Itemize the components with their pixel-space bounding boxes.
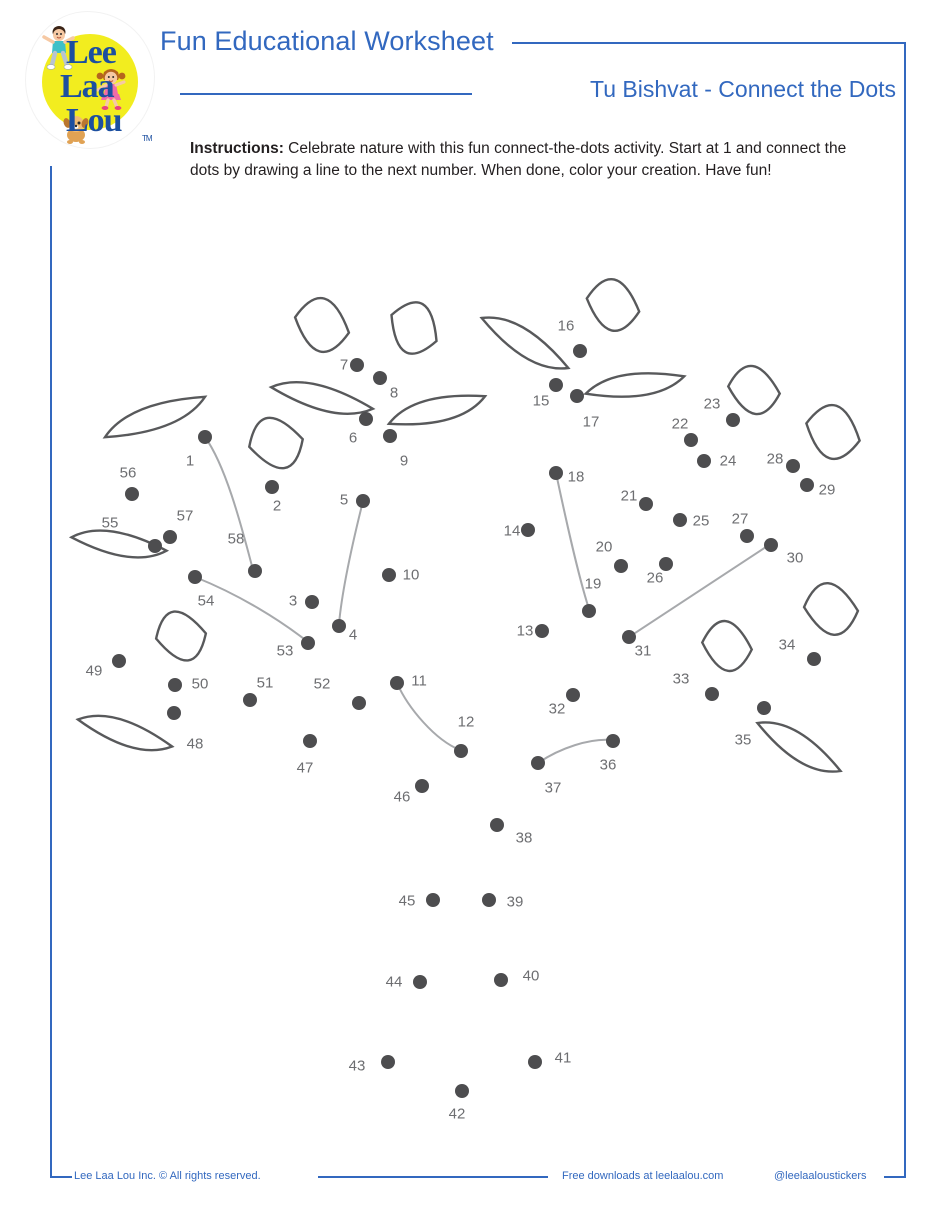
puzzle-dot[interactable] <box>573 344 587 358</box>
guide-stroke <box>629 545 769 637</box>
leaf-outline <box>246 413 307 472</box>
puzzle-dot[interactable] <box>415 779 429 793</box>
puzzle-dot[interactable] <box>382 568 396 582</box>
page-subtitle: Tu Bishvat - Connect the Dots <box>590 76 896 102</box>
guide-stroke <box>397 683 460 750</box>
puzzle-dot-number: 22 <box>671 415 689 433</box>
puzzle-dot-number: 16 <box>557 317 575 335</box>
puzzle-dot[interactable] <box>531 756 545 770</box>
puzzle-dot[interactable] <box>740 529 754 543</box>
leaf-outline <box>802 582 859 637</box>
puzzle-dot[interactable] <box>726 413 740 427</box>
puzzle-dot[interactable] <box>455 1084 469 1098</box>
puzzle-dot[interactable] <box>356 494 370 508</box>
puzzle-dot-number: 56 <box>119 464 137 482</box>
instructions-body: Celebrate nature with this fun connect-the-dots activity. Start at 1 and connect the dots by drawing a line to the next number. When done, color your creation. Have fun! <box>190 140 847 179</box>
puzzle-dot-number: 24 <box>719 452 737 470</box>
puzzle-dot-number: 26 <box>646 569 664 587</box>
puzzle-dot-number: 5 <box>339 491 349 509</box>
instructions-label: Instructions: <box>190 140 284 157</box>
page-title: Fun Educational Worksheet <box>160 26 494 56</box>
puzzle-dot-number: 29 <box>818 481 836 499</box>
guide-stroke <box>195 577 308 642</box>
puzzle-dot[interactable] <box>350 358 364 372</box>
logo-word-lou: Lou <box>66 102 122 139</box>
puzzle-dot-number: 42 <box>448 1105 466 1123</box>
puzzle-dot[interactable] <box>390 676 404 690</box>
puzzle-dot-number: 25 <box>692 512 710 530</box>
leaf-outline <box>288 292 356 357</box>
puzzle-dot[interactable] <box>535 624 549 638</box>
puzzle-dot-number: 35 <box>734 731 752 749</box>
footer-downloads: Free downloads at leelaalou.com <box>562 1170 724 1182</box>
puzzle-dot[interactable] <box>566 688 580 702</box>
puzzle-dot-number: 33 <box>672 670 690 688</box>
puzzle-dot-number: 58 <box>227 530 245 548</box>
puzzle-dot[interactable] <box>148 539 162 553</box>
puzzle-dot-number: 51 <box>256 674 274 692</box>
puzzle-dot[interactable] <box>167 706 181 720</box>
puzzle-dot-number: 57 <box>176 507 194 525</box>
puzzle-dot-number: 21 <box>620 487 638 505</box>
puzzle-dot[interactable] <box>163 530 177 544</box>
leaf-outline <box>581 274 645 336</box>
puzzle-dot[interactable] <box>494 973 508 987</box>
leaf-outline <box>584 365 686 405</box>
puzzle-dot-number: 34 <box>778 636 796 654</box>
puzzle-dot-number: 8 <box>389 384 399 402</box>
puzzle-dot-number: 31 <box>634 642 652 660</box>
puzzle-dot[interactable] <box>265 480 279 494</box>
puzzle-dot-number: 2 <box>272 497 282 515</box>
puzzle-dot-number: 36 <box>599 756 617 774</box>
puzzle-dot[interactable] <box>549 378 563 392</box>
puzzle-dot-number: 19 <box>584 575 602 593</box>
puzzle-dot-number: 54 <box>197 592 215 610</box>
footer-copyright: Lee Laa Lou Inc. © All rights reserved. <box>74 1170 261 1182</box>
puzzle-dot-number: 17 <box>582 413 600 431</box>
puzzle-dot[interactable] <box>528 1055 542 1069</box>
puzzle-dot-number: 41 <box>554 1049 572 1067</box>
puzzle-dot-number: 9 <box>399 452 409 470</box>
puzzle-dot-number: 7 <box>339 356 349 374</box>
leaf-outline <box>725 363 783 417</box>
puzzle-dot-number: 53 <box>276 642 294 660</box>
puzzle-dot[interactable] <box>697 454 711 468</box>
puzzle-dot-number: 38 <box>515 829 533 847</box>
puzzle-dot[interactable] <box>454 744 468 758</box>
puzzle-dot[interactable] <box>807 652 821 666</box>
leaf-outline <box>75 708 176 758</box>
puzzle-dot-number: 30 <box>786 549 804 567</box>
puzzle-dot-number: 1 <box>185 452 195 470</box>
puzzle-dot[interactable] <box>168 678 182 692</box>
puzzle-dot-number: 18 <box>567 468 585 486</box>
puzzle-dot-number: 37 <box>544 779 562 797</box>
puzzle-dot[interactable] <box>303 734 317 748</box>
puzzle-dot-number: 46 <box>393 788 411 806</box>
leaf-outline <box>798 399 867 466</box>
leaf-outline <box>386 385 489 436</box>
puzzle-dot[interactable] <box>482 893 496 907</box>
guide-stroke-group <box>195 437 769 763</box>
puzzle-dot[interactable] <box>383 429 397 443</box>
puzzle-dot[interactable] <box>521 523 535 537</box>
puzzle-dot[interactable] <box>614 559 628 573</box>
puzzle-dot[interactable] <box>786 459 800 473</box>
puzzle-dot-number: 50 <box>191 675 209 693</box>
puzzle-dot[interactable] <box>198 430 212 444</box>
puzzle-dot[interactable] <box>301 636 315 650</box>
puzzle-dot-number: 45 <box>398 892 416 910</box>
puzzle-dot-number: 11 <box>411 672 427 690</box>
puzzle-dot[interactable] <box>764 538 778 552</box>
leaf-outline <box>154 609 209 664</box>
puzzle-dot[interactable] <box>112 654 126 668</box>
puzzle-dot[interactable] <box>188 570 202 584</box>
puzzle-dot-number: 12 <box>457 713 475 731</box>
guide-stroke <box>339 501 363 624</box>
puzzle-dot[interactable] <box>570 389 584 403</box>
puzzle-dot[interactable] <box>490 818 504 832</box>
puzzle-dot-number: 14 <box>503 522 521 540</box>
puzzle-dot[interactable] <box>332 619 346 633</box>
puzzle-dot-number: 32 <box>548 700 566 718</box>
logo-word-lee: Lee <box>66 34 116 71</box>
puzzle-dot[interactable] <box>684 433 698 447</box>
puzzle-dot[interactable] <box>757 701 771 715</box>
puzzle-dot[interactable] <box>125 487 139 501</box>
puzzle-dot[interactable] <box>381 1055 395 1069</box>
footer-social-handle: @leelaaloustickers <box>774 1170 867 1182</box>
logo-trademark: TM <box>142 134 152 143</box>
leaf-outline <box>699 618 755 673</box>
puzzle-dot[interactable] <box>373 371 387 385</box>
puzzle-dot-number: 48 <box>186 735 204 753</box>
puzzle-dot-number: 10 <box>402 566 420 584</box>
puzzle-dot-number: 20 <box>595 538 613 556</box>
puzzle-dot-number: 27 <box>731 510 749 528</box>
puzzle-dot[interactable] <box>800 478 814 492</box>
leaf-outline <box>269 375 376 420</box>
puzzle-dot[interactable] <box>426 893 440 907</box>
puzzle-dot-number: 39 <box>506 893 524 911</box>
guide-stroke <box>205 437 253 570</box>
puzzle-dot[interactable] <box>248 564 262 578</box>
puzzle-dot[interactable] <box>549 466 563 480</box>
puzzle-dot-number: 43 <box>348 1057 366 1075</box>
puzzle-dot[interactable] <box>352 696 366 710</box>
puzzle-dot-number: 13 <box>516 622 534 640</box>
puzzle-dot-number: 40 <box>522 967 540 985</box>
puzzle-dot[interactable] <box>705 687 719 701</box>
puzzle-dot-number: 44 <box>385 973 403 991</box>
leaf-outlines-group <box>70 274 868 782</box>
logo-word-laa: Laa <box>60 68 114 105</box>
leaf-outline <box>379 293 449 362</box>
puzzle-dot[interactable] <box>305 595 319 609</box>
leaf-outline <box>751 712 847 782</box>
puzzle-dot-number: 47 <box>296 759 314 777</box>
puzzle-dot-number: 52 <box>313 675 331 693</box>
puzzle-dot-number: 23 <box>703 395 721 413</box>
puzzle-dot-number: 6 <box>348 429 358 447</box>
puzzle-dot-number: 3 <box>288 592 298 610</box>
puzzle-dot[interactable] <box>582 604 596 618</box>
puzzle-dot-number: 55 <box>101 514 119 532</box>
puzzle-dot-number: 49 <box>85 662 103 680</box>
leaf-outline <box>100 386 209 449</box>
puzzle-dot[interactable] <box>413 975 427 989</box>
puzzle-dot-number: 4 <box>348 626 358 644</box>
puzzle-dot[interactable] <box>243 693 257 707</box>
puzzle-dot[interactable] <box>359 412 373 426</box>
puzzle-dot[interactable] <box>673 513 687 527</box>
puzzle-dot[interactable] <box>606 734 620 748</box>
puzzle-dot-number: 28 <box>766 450 784 468</box>
puzzle-dot[interactable] <box>639 497 653 511</box>
puzzle-dot-number: 15 <box>532 392 550 410</box>
